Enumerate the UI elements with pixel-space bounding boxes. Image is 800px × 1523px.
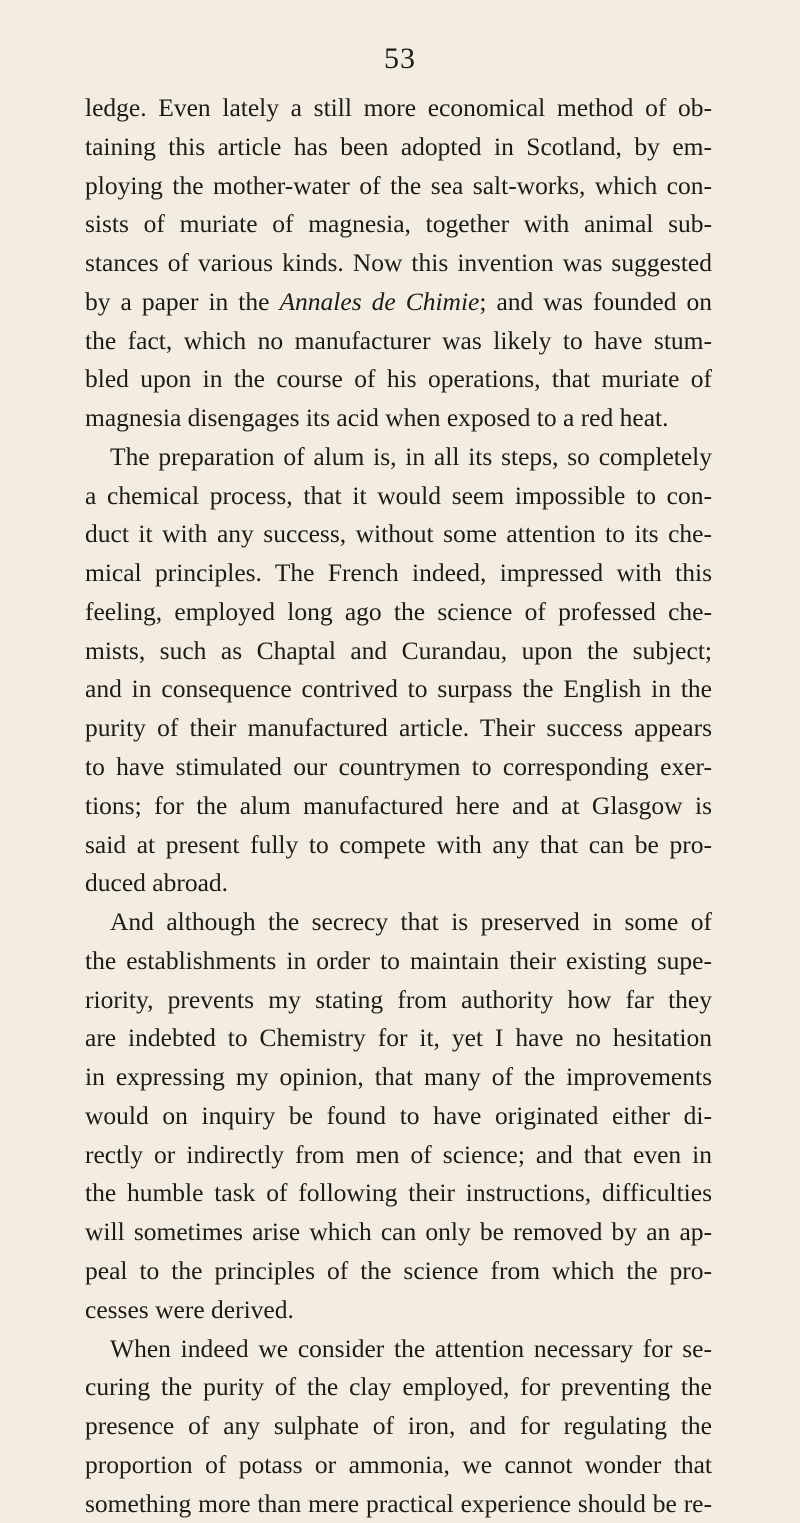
- text-line: and in consequence contrived to surpass the English in the: [85, 670, 712, 709]
- text-line: said at present fully to compete with any that can be pro-: [85, 826, 712, 865]
- text-line: curing the purity of the clay employed, for preventing the: [85, 1368, 712, 1407]
- body-text: [85, 89, 712, 1523]
- text-line: mists, such as Chaptal and Curandau, upon the subject;: [85, 632, 712, 671]
- paragraph-3: [85, 903, 712, 1329]
- text-line: And although the secrecy that is preserved in some of: [85, 903, 712, 942]
- text-line: mical principles. The French indeed, impressed with this: [85, 554, 712, 593]
- paragraph-1: [85, 89, 712, 438]
- text-line: ploying the mother-water of the sea salt-works, which con-: [85, 167, 712, 206]
- text-line: feeling, employed long ago the science of professed che-: [85, 593, 712, 632]
- text-line: will sometimes arise which can only be removed by an ap-: [85, 1213, 712, 1252]
- text-line: would on inquiry be found to have originated either di-: [85, 1097, 712, 1136]
- text-line: The preparation of alum is, in all its steps, so completely: [85, 438, 712, 477]
- paragraph-2: [85, 438, 712, 903]
- text-line: ledge. Even lately a still more economical method of ob-: [85, 89, 712, 128]
- text-line: a chemical process, that it would seem impossible to con-: [85, 477, 712, 516]
- text-line: rectly or indirectly from men of science; and that even in: [85, 1136, 712, 1175]
- text-line: the fact, which no manufacturer was likely to have stum-: [85, 322, 712, 361]
- text-line: something more than mere practical experience should be re-: [85, 1485, 712, 1523]
- text-line: taining this article has been adopted in Scotland, by em-: [85, 128, 712, 167]
- text-line: the humble task of following their instructions, difficulties: [85, 1174, 712, 1213]
- text-line: riority, prevents my stating from authority how far they: [85, 981, 712, 1020]
- text-line: are indebted to Chemistry for it, yet I have no hesitation: [85, 1019, 712, 1058]
- text-line-with-italic: by a paper in the Annales de Chimie; and was founded on: [85, 283, 712, 322]
- text-line: bled upon in the course of his operations, that muriate of: [85, 360, 712, 399]
- text-line: peal to the principles of the science from which the pro-: [85, 1252, 712, 1291]
- page-number: 53: [0, 42, 800, 76]
- text-line: When indeed we consider the attention necessary for se-: [85, 1330, 712, 1369]
- text-line: sists of muriate of magnesia, together with animal sub-: [85, 205, 712, 244]
- text-line: the establishments in order to maintain their existing supe-: [85, 942, 712, 981]
- text-line: to have stimulated our countrymen to corresponding exer-: [85, 748, 712, 787]
- text-line: duct it with any success, without some attention to its che-: [85, 515, 712, 554]
- journal-title: Annales de Chimie: [279, 287, 479, 316]
- text-line: in expressing my opinion, that many of the improvements: [85, 1058, 712, 1097]
- text-line: duced abroad.: [85, 864, 712, 903]
- text-line: tions; for the alum manufactured here and at Glasgow is: [85, 787, 712, 826]
- text-line: purity of their manufactured article. Their success appears: [85, 709, 712, 748]
- text-line: proportion of potass or ammonia, we cannot wonder that: [85, 1446, 712, 1485]
- text-line: magnesia disengages its acid when exposed to a red heat.: [85, 399, 712, 438]
- text-line: presence of any sulphate of iron, and for regulating the: [85, 1407, 712, 1446]
- paragraph-4: [85, 1330, 712, 1523]
- text-line: stances of various kinds. Now this invention was suggested: [85, 244, 712, 283]
- text-line: cesses were derived.: [85, 1291, 712, 1330]
